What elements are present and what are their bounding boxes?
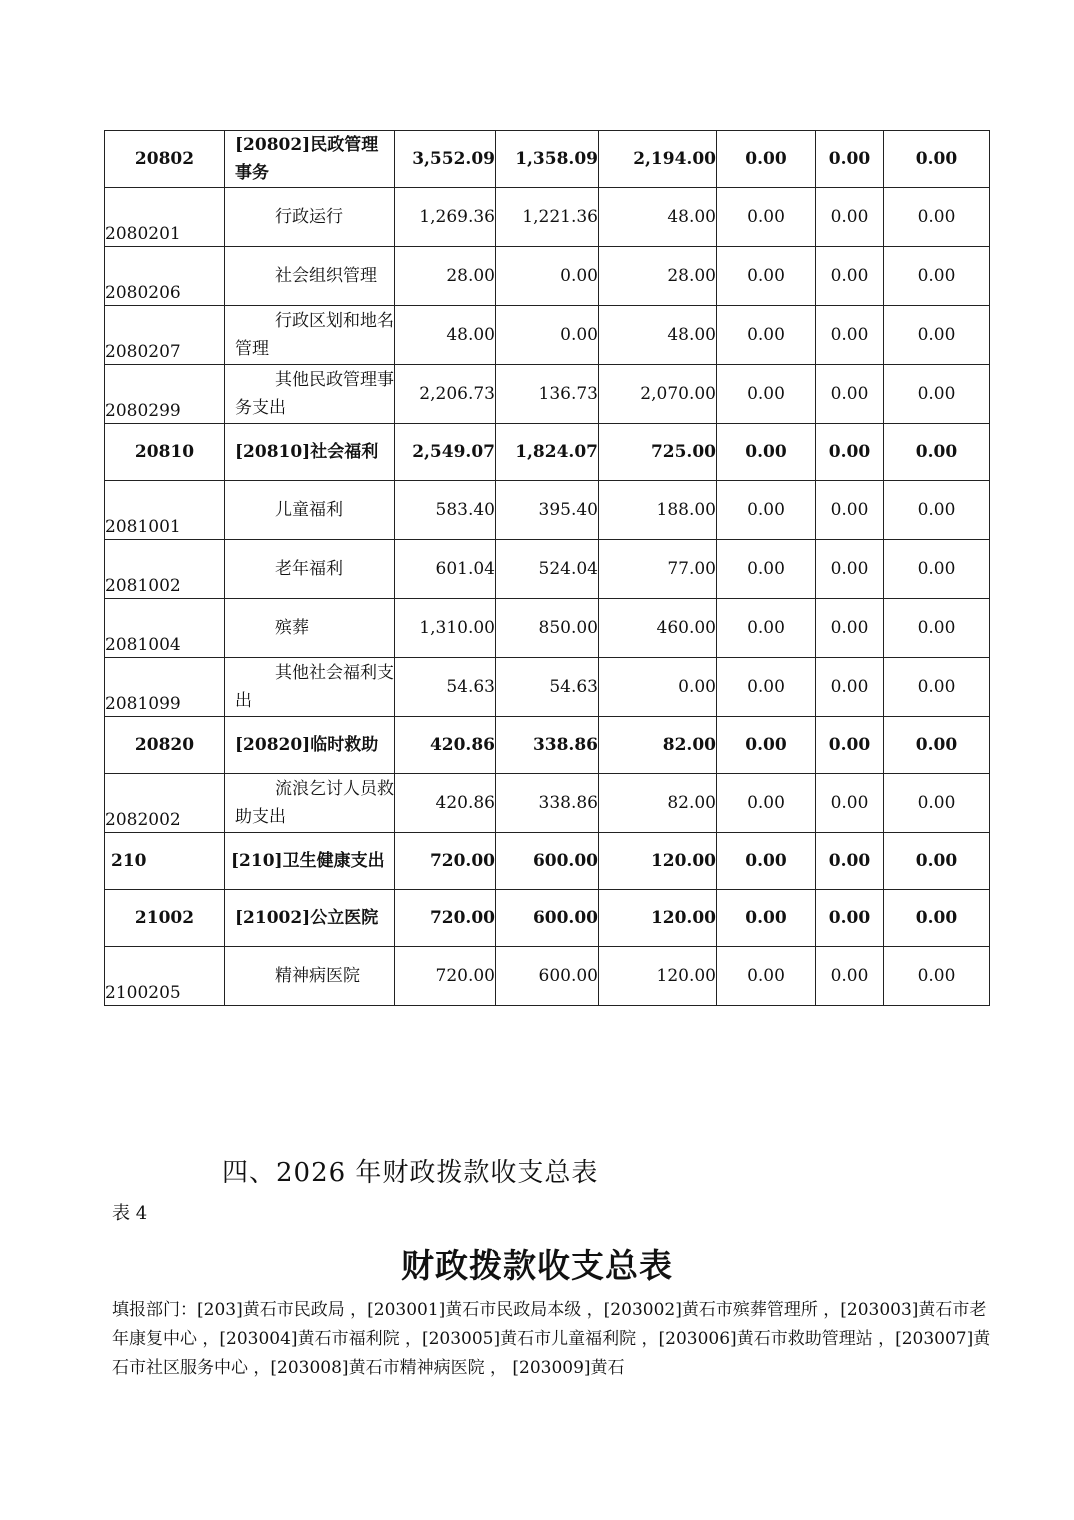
report-title: 财政拨款收支总表 bbox=[401, 1246, 673, 1285]
amount-cell: 0.00 bbox=[717, 599, 816, 658]
total-amount-cell: 48.00 bbox=[395, 306, 496, 365]
amount-cell: 77.00 bbox=[599, 540, 717, 599]
amount-cell: 0.00 bbox=[816, 481, 884, 540]
amount-cell: 0.00 bbox=[717, 365, 816, 424]
amount-cell: 0.00 bbox=[496, 306, 599, 365]
amount-cell: 850.00 bbox=[496, 599, 599, 658]
subject-name-cell: 精神病医院 bbox=[225, 947, 395, 1006]
amount-cell: 600.00 bbox=[496, 890, 599, 947]
table-row bbox=[105, 131, 990, 188]
total-amount-cell: 720.00 bbox=[395, 947, 496, 1006]
subject-code-cell: 2080207 bbox=[105, 306, 225, 365]
amount-cell: 0.00 bbox=[816, 833, 884, 890]
amount-cell: 0.00 bbox=[816, 540, 884, 599]
amount-cell: 524.04 bbox=[496, 540, 599, 599]
amount-cell: 0.00 bbox=[816, 947, 884, 1006]
amount-cell: 0.00 bbox=[816, 658, 884, 717]
amount-cell: 0.00 bbox=[884, 774, 990, 833]
amount-cell: 82.00 bbox=[599, 717, 717, 774]
subject-name-cell: 殡葬 bbox=[225, 599, 395, 658]
amount-cell: 0.00 bbox=[884, 890, 990, 947]
amount-cell: 2,194.00 bbox=[599, 131, 717, 188]
amount-cell: 136.73 bbox=[496, 365, 599, 424]
subject-code-cell: 2081001 bbox=[105, 481, 225, 540]
subject-name-cell: 儿童福利 bbox=[225, 481, 395, 540]
reporting-department-text: 填报部门：[203]黄石市民政局 ，[203001]黄石市民政局本级 ，[203002]黄石市殡葬管理所 ，[203003]黄石市老年康复中心 ，[203004]黄石市福利院 ，[203005]黄石市儿童福利院 ，[203006]黄石市救助管理站 ，[203007]黄石市社区服务中心 ，[203008]黄石市精神病医院 ， [203009]黄石 bbox=[112, 1300, 991, 1378]
amount-cell: 120.00 bbox=[599, 947, 717, 1006]
amount-cell: 0.00 bbox=[884, 833, 990, 890]
total-amount-cell: 720.00 bbox=[395, 890, 496, 947]
amount-cell: 82.00 bbox=[599, 774, 717, 833]
subject-name-cell: [21002]公立医院 bbox=[225, 890, 395, 947]
amount-cell: 48.00 bbox=[599, 306, 717, 365]
total-amount-cell: 3,552.09 bbox=[395, 131, 496, 188]
amount-cell: 0.00 bbox=[816, 424, 884, 481]
amount-cell: 1,824.07 bbox=[496, 424, 599, 481]
amount-cell: 0.00 bbox=[816, 365, 884, 424]
amount-cell: 0.00 bbox=[884, 365, 990, 424]
subject-name-cell: 其他社会福利支出 bbox=[225, 658, 395, 717]
total-amount-cell: 2,206.73 bbox=[395, 365, 496, 424]
amount-cell: 0.00 bbox=[717, 424, 816, 481]
amount-cell: 0.00 bbox=[884, 306, 990, 365]
subject-code-cell: 2081002 bbox=[105, 540, 225, 599]
amount-cell: 0.00 bbox=[599, 658, 717, 717]
amount-cell: 460.00 bbox=[599, 599, 717, 658]
amount-cell: 0.00 bbox=[717, 306, 816, 365]
table-row bbox=[105, 947, 990, 1006]
table-row bbox=[105, 365, 990, 424]
amount-cell: 725.00 bbox=[599, 424, 717, 481]
amount-cell: 0.00 bbox=[884, 658, 990, 717]
subject-name-cell: 社会组织管理 bbox=[225, 247, 395, 306]
total-amount-cell: 420.86 bbox=[395, 774, 496, 833]
table-row bbox=[105, 540, 990, 599]
subject-code-cell: 210 bbox=[105, 833, 225, 890]
subject-code-cell: 2081004 bbox=[105, 599, 225, 658]
subject-code-cell: 2080299 bbox=[105, 365, 225, 424]
amount-cell: 338.86 bbox=[496, 717, 599, 774]
table-row bbox=[105, 774, 990, 833]
table-row bbox=[105, 599, 990, 658]
amount-cell: 188.00 bbox=[599, 481, 717, 540]
amount-cell: 0.00 bbox=[884, 131, 990, 188]
amount-cell: 28.00 bbox=[599, 247, 717, 306]
amount-cell: 2,070.00 bbox=[599, 365, 717, 424]
amount-cell: 0.00 bbox=[816, 188, 884, 247]
amount-cell: 0.00 bbox=[717, 717, 816, 774]
subject-code-cell: 2082002 bbox=[105, 774, 225, 833]
amount-cell: 0.00 bbox=[496, 247, 599, 306]
amount-cell: 0.00 bbox=[816, 599, 884, 658]
table-row bbox=[105, 306, 990, 365]
table-row bbox=[105, 188, 990, 247]
amount-cell: 0.00 bbox=[717, 188, 816, 247]
subject-name-cell: 流浪乞讨人员救助支出 bbox=[225, 774, 395, 833]
amount-cell: 0.00 bbox=[816, 717, 884, 774]
total-amount-cell: 28.00 bbox=[395, 247, 496, 306]
subject-name-cell: 行政运行 bbox=[225, 188, 395, 247]
budget-table-body bbox=[105, 131, 990, 1006]
subject-code-cell: 2080206 bbox=[105, 247, 225, 306]
amount-cell: 0.00 bbox=[884, 947, 990, 1006]
amount-cell: 0.00 bbox=[884, 247, 990, 306]
amount-cell: 0.00 bbox=[884, 481, 990, 540]
subject-code-cell: 20810 bbox=[105, 424, 225, 481]
total-amount-cell: 2,549.07 bbox=[395, 424, 496, 481]
amount-cell: 0.00 bbox=[717, 833, 816, 890]
total-amount-cell: 601.04 bbox=[395, 540, 496, 599]
table-row bbox=[105, 833, 990, 890]
subject-name-cell: [20802]民政管理事务 bbox=[225, 131, 395, 188]
subject-code-cell: 2100205 bbox=[105, 947, 225, 1006]
subject-name-cell: 老年福利 bbox=[225, 540, 395, 599]
amount-cell: 0.00 bbox=[816, 774, 884, 833]
amount-cell: 0.00 bbox=[884, 188, 990, 247]
subject-code-cell: 2081099 bbox=[105, 658, 225, 717]
amount-cell: 0.00 bbox=[816, 890, 884, 947]
table-number-label: 表 4 bbox=[112, 1203, 148, 1224]
subject-name-cell: [20820]临时救助 bbox=[225, 717, 395, 774]
amount-cell: 0.00 bbox=[816, 247, 884, 306]
amount-cell: 0.00 bbox=[884, 540, 990, 599]
total-amount-cell: 420.86 bbox=[395, 717, 496, 774]
amount-cell: 0.00 bbox=[717, 481, 816, 540]
subject-code-cell: 20802 bbox=[105, 131, 225, 188]
total-amount-cell: 54.63 bbox=[395, 658, 496, 717]
table-row bbox=[105, 424, 990, 481]
amount-cell: 1,358.09 bbox=[496, 131, 599, 188]
amount-cell: 0.00 bbox=[717, 658, 816, 717]
amount-cell: 338.86 bbox=[496, 774, 599, 833]
amount-cell: 600.00 bbox=[496, 833, 599, 890]
amount-cell: 120.00 bbox=[599, 833, 717, 890]
subject-code-cell: 21002 bbox=[105, 890, 225, 947]
table-row bbox=[105, 658, 990, 717]
amount-cell: 0.00 bbox=[717, 247, 816, 306]
table-row bbox=[105, 717, 990, 774]
table-row bbox=[105, 481, 990, 540]
total-amount-cell: 1,269.36 bbox=[395, 188, 496, 247]
amount-cell: 0.00 bbox=[884, 424, 990, 481]
amount-cell: 0.00 bbox=[717, 540, 816, 599]
amount-cell: 0.00 bbox=[884, 717, 990, 774]
table-row bbox=[105, 247, 990, 306]
subject-code-cell: 20820 bbox=[105, 717, 225, 774]
amount-cell: 1,221.36 bbox=[496, 188, 599, 247]
amount-cell: 120.00 bbox=[599, 890, 717, 947]
total-amount-cell: 1,310.00 bbox=[395, 599, 496, 658]
amount-cell: 395.40 bbox=[496, 481, 599, 540]
total-amount-cell: 583.40 bbox=[395, 481, 496, 540]
subject-name-cell: [210]卫生健康支出 bbox=[225, 833, 395, 890]
amount-cell: 0.00 bbox=[717, 131, 816, 188]
subject-name-cell: 其他民政管理事务支出 bbox=[225, 365, 395, 424]
amount-cell: 0.00 bbox=[717, 890, 816, 947]
amount-cell: 0.00 bbox=[884, 599, 990, 658]
total-amount-cell: 720.00 bbox=[395, 833, 496, 890]
amount-cell: 48.00 bbox=[599, 188, 717, 247]
amount-cell: 54.63 bbox=[496, 658, 599, 717]
amount-cell: 0.00 bbox=[717, 947, 816, 1006]
amount-cell: 0.00 bbox=[717, 774, 816, 833]
amount-cell: 600.00 bbox=[496, 947, 599, 1006]
subject-name-cell: [20810]社会福利 bbox=[225, 424, 395, 481]
budget-detail-table bbox=[104, 130, 990, 1006]
amount-cell: 0.00 bbox=[816, 306, 884, 365]
table-row bbox=[105, 890, 990, 947]
subject-code-cell: 2080201 bbox=[105, 188, 225, 247]
section-heading: 四、2026 年财政拨款收支总表 bbox=[222, 1158, 599, 1188]
subject-name-cell: 行政区划和地名管理 bbox=[225, 306, 395, 365]
amount-cell: 0.00 bbox=[816, 131, 884, 188]
